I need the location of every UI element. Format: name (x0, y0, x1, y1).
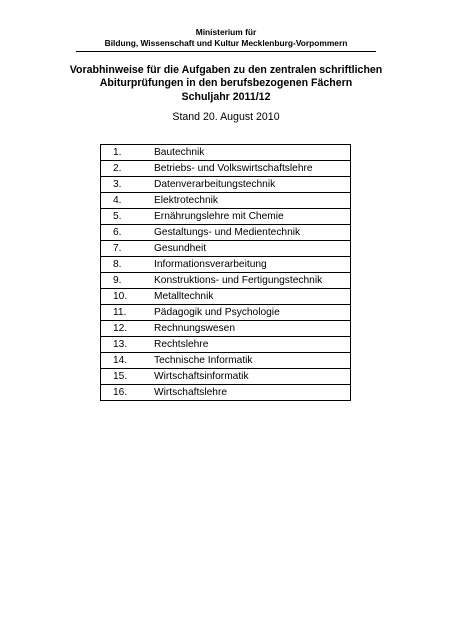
row-number: 13. (101, 337, 155, 353)
subject-name: Wirtschaftsinformatik (154, 369, 351, 385)
row-number: 16. (101, 385, 155, 401)
table-row (101, 209, 351, 225)
table-row (101, 321, 351, 337)
table-row (101, 177, 351, 193)
table-row (101, 161, 351, 177)
subject-name: Bautechnik (154, 145, 351, 161)
subject-name: Pädagogik und Psychologie (154, 305, 351, 321)
row-number: 11. (101, 305, 155, 321)
row-number: 12. (101, 321, 155, 337)
document-title (40, 64, 412, 104)
table-row (101, 353, 351, 369)
table-row (101, 257, 351, 273)
table-row (101, 337, 351, 353)
subject-name: Gestaltungs- und Medientechnik (154, 225, 351, 241)
subject-name: Gesundheit (154, 241, 351, 257)
subjects-table (100, 144, 351, 401)
subject-name: Technische Informatik (154, 353, 351, 369)
table-row (101, 225, 351, 241)
subject-name: Informationsverarbeitung (154, 257, 351, 273)
row-number: 8. (101, 257, 155, 273)
row-number: 2. (101, 161, 155, 177)
subject-name: Ernährungslehre mit Chemie (154, 209, 351, 225)
table-row (101, 193, 351, 209)
row-number: 6. (101, 225, 155, 241)
ministry-header-line1: Ministerium für (195, 27, 257, 37)
header-divider (76, 51, 376, 52)
table-row (101, 289, 351, 305)
row-number: 10. (101, 289, 155, 305)
title-line3: Schuljahr 2011/12 (181, 90, 271, 103)
table-row (101, 369, 351, 385)
title-line2: Abiturprüfungen in den berufsbezogenen Fächern (99, 77, 353, 90)
ministry-header-line2: Bildung, Wissenschaft und Kultur Mecklenburg-Vorpommern (104, 38, 348, 48)
row-number: 1. (101, 145, 155, 161)
status-date: Stand 20. August 2010 (172, 111, 280, 123)
row-number: 7. (101, 241, 155, 257)
row-number: 5. (101, 209, 155, 225)
row-number: 14. (101, 353, 155, 369)
subject-name: Betriebs- und Volkswirtschaftslehre (154, 161, 351, 177)
row-number: 3. (101, 177, 155, 193)
table-row (101, 385, 351, 401)
row-number: 9. (101, 273, 155, 289)
title-line1: Vorabhinweise für die Aufgaben zu den zentralen schriftlichen (69, 64, 383, 76)
table-row (101, 145, 351, 161)
subject-name: Datenverarbeitungstechnik (154, 177, 351, 193)
table-row (101, 305, 351, 321)
subject-name: Rechtslehre (154, 337, 351, 353)
subject-name: Wirtschaftslehre (154, 385, 351, 401)
ministry-header (76, 27, 376, 49)
subject-name: Metalltechnik (154, 289, 351, 305)
subject-name: Rechnungswesen (154, 321, 351, 337)
table-row (101, 273, 351, 289)
subject-name: Konstruktions- und Fertigungstechnik (154, 273, 351, 289)
row-number: 15. (101, 369, 155, 385)
subject-name: Elektrotechnik (154, 193, 351, 209)
table-row (101, 241, 351, 257)
row-number: 4. (101, 193, 155, 209)
